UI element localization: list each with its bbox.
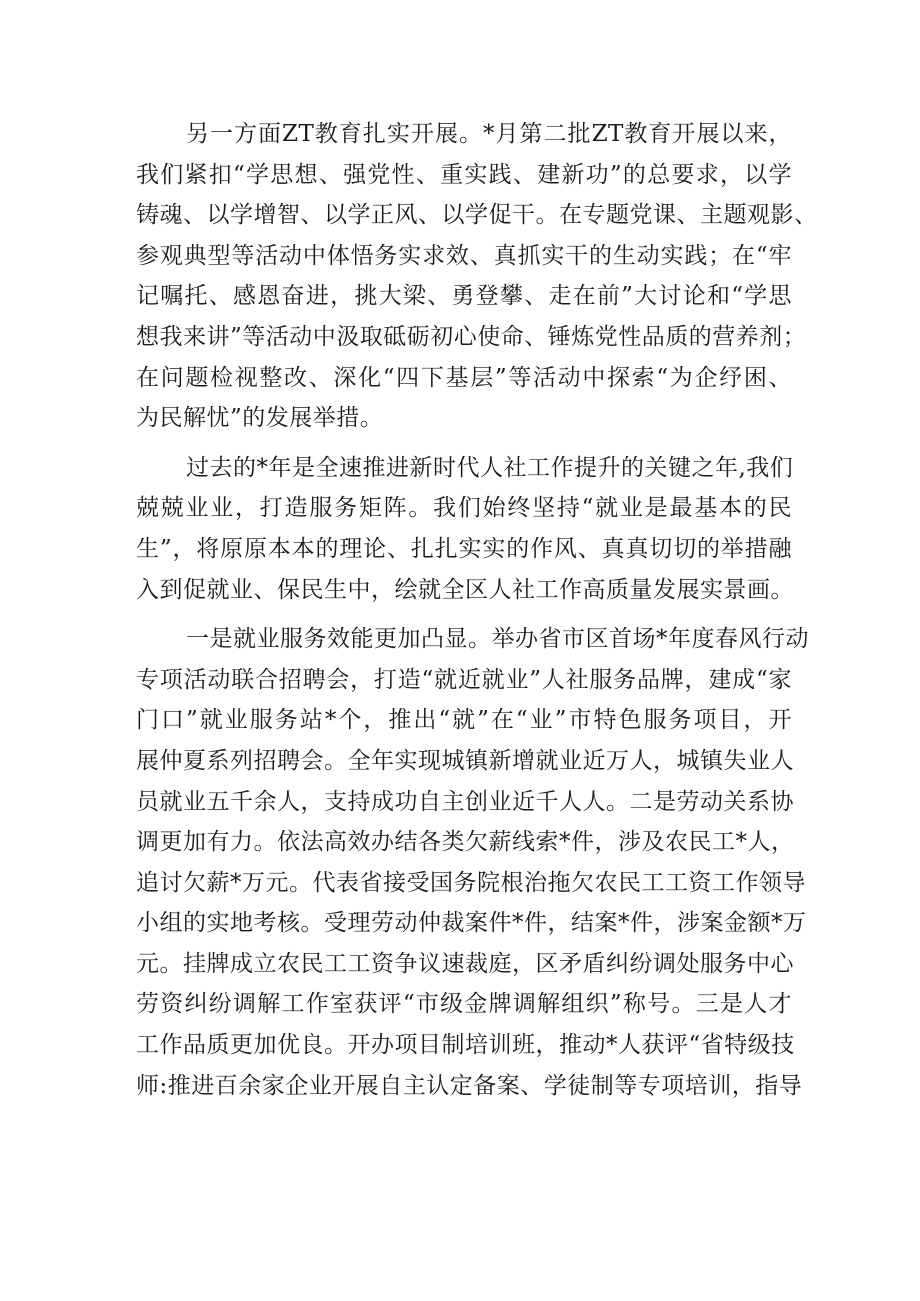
paragraph-3-line-2: 专项活动联合招聘会，打造“就近就业”人社服务品牌，建成“家 <box>136 666 792 693</box>
paragraph-gap <box>136 439 792 448</box>
paragraph-2-line-2: 兢兢业业，打造服务矩阵。我们始终坚持“就业是最基本的民 <box>136 495 792 522</box>
paragraph-1-line-8: 为民解忧”的发展举措。 <box>136 405 384 432</box>
paragraph-2-line-3: 生”，将原原本本的理论、扎扎实实的作风、真真切切的举措融 <box>136 535 792 562</box>
paragraph-3-line-6: 调更加有力。依法高效办结各类欠薪线索*件，涉及农民工*人， <box>136 829 795 856</box>
paragraph-1-line-4: 参观典型等活动中体悟务实求效、真抓实干的生动实践；在“牢 <box>136 242 792 269</box>
paragraph-gap <box>136 610 792 619</box>
paragraph-3-line-10: 劳资纠纷调解工作室获评“市级金牌调解组织”称号。三是人才 <box>136 991 792 1018</box>
paragraph-1-line-3: 铸魂、以学增智、以学正风、以学促干。在专题党课、主题观影、 <box>136 202 818 229</box>
paragraph-1-line-5: 记嘱托、感恩奋进，挑大梁、勇登攀、走在前”大讨论和“学思 <box>136 283 792 310</box>
paragraph-3-line-3: 门口”就业服务站*个，推出“就”在“业”市特色服务项目，开 <box>136 707 792 734</box>
paragraph-2-line-4: 入到促就业、保民生中，绘就全区人社工作高质量发展实景画。 <box>136 576 794 603</box>
paragraph-1-line-7: 在问题检视整改、深化“四下基层”等活动中探索“为企纾困、 <box>136 364 792 391</box>
paragraph-1-line-6: 想我来讲”等活动中汲取砥砺初心使命、锤炼党性品质的营养剂； <box>136 323 807 350</box>
paragraph-3-line-1: 一是就业服务效能更加凸显。举办省市区首场*年度春风行动 <box>186 626 809 653</box>
paragraph-3-line-8: 小组的实地考核。受理劳动仲裁案件*件，结案*件，涉案金额*万 <box>136 910 807 937</box>
paragraph-2-line-1: 过去的*年是全速推进新时代人社工作提升的关键之年,我们 <box>186 454 794 481</box>
paragraph-3-line-5: 员就业五千余人，支持成功自主创业近千人人。二是劳动关系协 <box>136 788 794 815</box>
document-body <box>136 114 818 1106</box>
paragraph-3-line-12: 师:推进百余家企业开展自主认定备案、学徒制等专项培训，指导 <box>136 1072 803 1099</box>
paragraph-1-line-2: 我们紧扣“学思想、强党性、重实践、建新功”的总要求，以学 <box>136 161 792 188</box>
paragraph-3-line-9: 元。挂牌成立农民工工资争议速裁庭，区矛盾纠纷调处服务中心 <box>136 950 794 977</box>
paragraph-3-line-11: 工作品质更加优良。开办项目制培训班，推动*人获评“省特级技 <box>136 1032 795 1059</box>
paragraph-1-line-1: 另一方面ZT教育扎实开展。*月第二批ZT教育开展以来， <box>186 121 792 147</box>
paragraph-3-line-4: 展仲夏系列招聘会。全年实现城镇新增就业近万人，城镇失业人 <box>136 747 794 774</box>
paragraph-3-line-7: 追讨欠薪*万元。代表省接受国务院根治拖欠农民工工资工作领导 <box>136 869 806 896</box>
